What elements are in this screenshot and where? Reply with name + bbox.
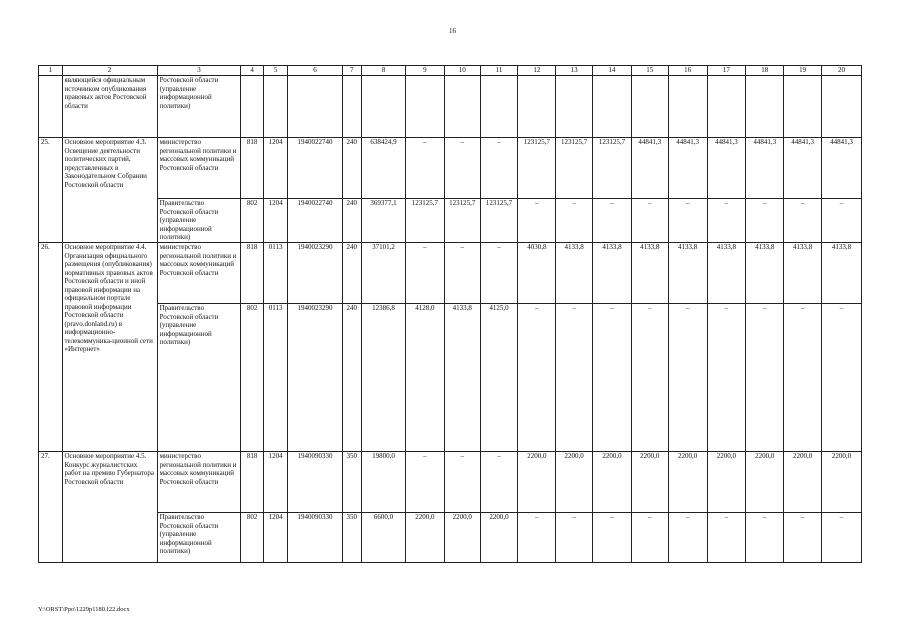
value-cell-c18: – [746,513,784,563]
header-cell: 4 [241,66,263,76]
row-number [39,76,63,138]
value-cell-c5: 1204 [263,138,288,199]
value-cell-c19: 44841,3 [784,138,822,199]
page-number: 16 [449,27,456,35]
header-cell: 19 [784,66,822,76]
value-cell-c5: 1204 [263,199,288,243]
value-cell-c16: – [668,304,707,452]
value-cell-c8: 19800,0 [362,452,406,513]
header-cell: 11 [480,66,518,76]
header-cell: 5 [263,66,288,76]
table-row [39,513,862,563]
budget-table [38,65,862,563]
value-cell-c4: 818 [241,452,263,513]
header-cell: 9 [405,66,444,76]
value-cell-c14: – [593,199,632,243]
row-number: 26. [39,243,63,452]
value-cell-c12: 4030,8 [518,243,556,304]
value-cell-c11: 123125,7 [480,199,518,243]
event-title: Основное мероприятие 4.3. Освещение деятельности политических партий, представленных в Законодательном Собрании Ростовской области [62,138,157,243]
value-cell-c5: 1204 [263,513,288,563]
value-cell-c17: – [707,304,746,452]
value-cell-c7: 350 [342,513,361,563]
value-cell-c7: 240 [342,138,361,199]
table-row [39,199,862,243]
executor: Правительство Ростовской области (управление информационной политики) [157,513,241,563]
value-cell-c9: 4128,0 [405,304,444,452]
value-cell-c15: 2200,0 [631,452,668,513]
header-cell: 14 [593,66,632,76]
value-cell-c18: 2200,0 [746,452,784,513]
value-cell-c10: – [444,452,480,513]
value-cell-c13: – [556,199,593,243]
value-cell-c7: 350 [342,452,361,513]
row-number: 25. [39,138,63,243]
continuation-row [39,76,862,138]
value-cell-c7: 240 [342,199,361,243]
value-cell-c17: 44841,3 [707,138,746,199]
value-cell-c4: 802 [241,304,263,452]
header-cell: 8 [362,66,406,76]
header-cell: 3 [157,66,241,76]
value-cell-c4: 802 [241,513,263,563]
header-cell: 18 [746,66,784,76]
value-cell-c19: – [784,199,822,243]
value-cell-c6: 1940023290 [288,243,342,304]
value-cell-c14: 2200,0 [593,452,632,513]
value-cell-c11: – [480,138,518,199]
executor: Правительство Ростовской области (управление информационной политики) [157,199,241,243]
executor: Правительство Ростовской области (управление информационной политики) [157,304,241,452]
value-cell-c6: 1940090330 [288,452,342,513]
value-cell-c8: 37101,2 [362,243,406,304]
file-path: Y:\ORST\Ppo\1229p1180.f22.docx [38,606,130,613]
header-cell: 16 [668,66,707,76]
value-cell-c11: – [480,452,518,513]
value-cell-c14: 4133,8 [593,243,632,304]
value-cell-c13: 2200,0 [556,452,593,513]
value-cell-c9: – [405,243,444,304]
value-cell-c11: – [480,243,518,304]
table-row [39,138,862,199]
value-cell-c20: – [821,513,861,563]
value-cell-c16: – [668,513,707,563]
value-cell-c16: – [668,199,707,243]
value-cell-c8: 638424,9 [362,138,406,199]
value-cell-c8: 12386,8 [362,304,406,452]
header-cell: 20 [821,66,861,76]
value-cell-c6: 1940023290 [288,304,342,452]
value-cell-c12: 123125,7 [518,138,556,199]
value-cell-c13: 123125,7 [556,138,593,199]
value-cell-c4: 802 [241,199,263,243]
value-cell-c10: – [444,243,480,304]
value-cell-c10: 2200,0 [444,513,480,563]
value-cell-c11: 2200,0 [480,513,518,563]
value-cell-c6: 1940090330 [288,513,342,563]
value-cell-c15: 4133,8 [631,243,668,304]
header-cell: 13 [556,66,593,76]
value-cell-c5: 1204 [263,452,288,513]
value-cell-c5: 0113 [263,243,288,304]
value-cell-c12: 2200,0 [518,452,556,513]
value-cell-c10: – [444,138,480,199]
value-cell-c4: 818 [241,138,263,199]
value-cell-c20: 2200,0 [821,452,861,513]
value-cell-c16: 2200,0 [668,452,707,513]
executor: министерство региональной политики и массовых коммуникаций Ростовской области [157,243,241,304]
value-cell-c19: – [784,304,822,452]
header-cell: 1 [39,66,63,76]
value-cell-c18: 44841,3 [746,138,784,199]
event-title: Основное мероприятие 4.5. Конкурс журналистских работ на премию Губернатора Ростовской области [62,452,157,563]
value-cell-c20: 4133,8 [821,243,861,304]
value-cell-c14: – [593,513,632,563]
value-cell-c19: 2200,0 [784,452,822,513]
header-cell: 15 [631,66,668,76]
executor: Ростовской области (управление информационной политики) [157,76,241,138]
value-cell-c17: – [707,199,746,243]
value-cell-c18: – [746,304,784,452]
value-cell-c17: 4133,8 [707,243,746,304]
value-cell-c9: 123125,7 [405,199,444,243]
value-cell-c17: – [707,513,746,563]
value-cell-c20: 44841,3 [821,138,861,199]
value-cell-c7: 240 [342,304,361,452]
value-cell-c9: – [405,452,444,513]
value-cell-c15: 44841,3 [631,138,668,199]
value-cell-c15: – [631,513,668,563]
value-cell-c6: 1940022740 [288,138,342,199]
header-cell: 12 [518,66,556,76]
value-cell-c13: 4133,8 [556,243,593,304]
header-cell: 6 [288,66,342,76]
value-cell-c20: – [821,199,861,243]
executor: министерство региональной политики и массовых коммуникаций Ростовской области [157,138,241,199]
value-cell-c5: 0113 [263,304,288,452]
value-cell-c10: 4133,8 [444,304,480,452]
value-cell-c8: 6600,0 [362,513,406,563]
header-cell: 10 [444,66,480,76]
header-row [39,66,862,76]
value-cell-c13: – [556,513,593,563]
value-cell-c14: – [593,304,632,452]
value-cell-c8: 369377,1 [362,199,406,243]
value-cell-c9: – [405,138,444,199]
value-cell-c12: – [518,304,556,452]
header-cell: 7 [342,66,361,76]
value-cell-c15: – [631,199,668,243]
value-cell-c18: 4133,8 [746,243,784,304]
value-cell-c14: 123125,7 [593,138,632,199]
value-cell-c20: – [821,304,861,452]
value-cell-c6: 1940022740 [288,199,342,243]
value-cell-c12: – [518,513,556,563]
value-cell-c12: – [518,199,556,243]
value-cell-c19: 4133,8 [784,243,822,304]
value-cell-c19: – [784,513,822,563]
value-cell-c16: 44841,3 [668,138,707,199]
value-cell-c9: 2200,0 [405,513,444,563]
value-cell-c16: 4133,8 [668,243,707,304]
header-cell: 2 [62,66,157,76]
value-cell-c15: – [631,304,668,452]
table-row [39,243,862,304]
event-title: Основное мероприятие 4.4. Организация официального размещения (опубликования) нормативных правовых актов Ростовской области и иной правовой информации на официальном портале правовой информации Ростовской области (pravo.donland.ru) в информационно-телекоммуника-ционной сети «Интернет» [62,243,157,452]
header-cell: 17 [707,66,746,76]
value-cell-c4: 818 [241,243,263,304]
value-cell-c17: 2200,0 [707,452,746,513]
value-cell-c13: – [556,304,593,452]
value-cell-c7: 240 [342,243,361,304]
row-number: 27. [39,452,63,563]
table-row [39,304,862,452]
executor: министерство региональной политики и массовых коммуникаций Ростовской области [157,452,241,513]
value-cell-c11: 4125,0 [480,304,518,452]
value-cell-c10: 123125,7 [444,199,480,243]
event-title: являющейся официальным источником опубликования правовых актов Ростовской области [62,76,157,138]
value-cell-c18: – [746,199,784,243]
table-row [39,452,862,513]
